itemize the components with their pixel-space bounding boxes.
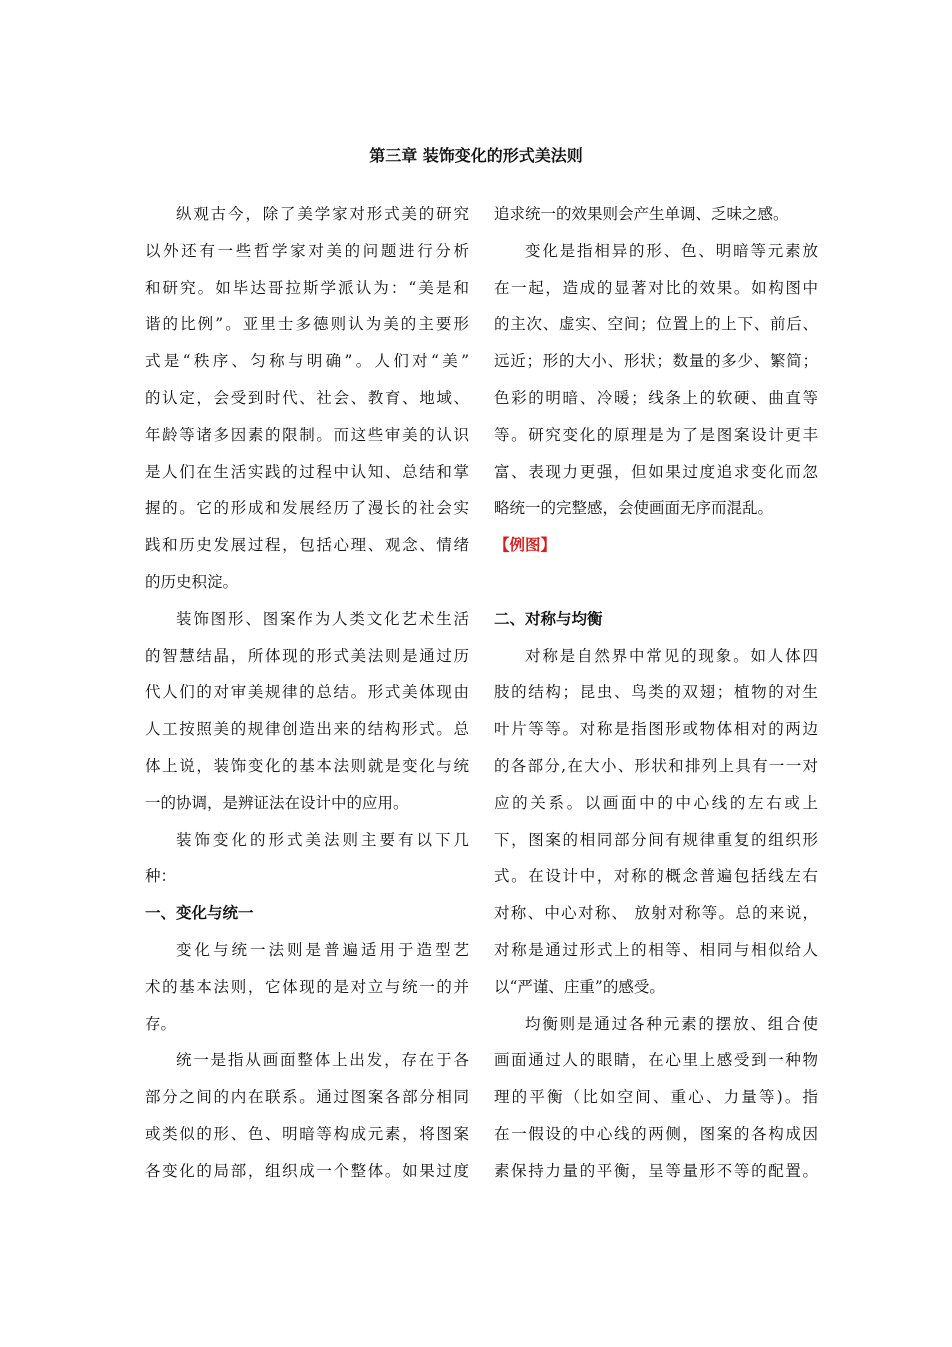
right-text-column <box>494 196 818 1190</box>
text-line: 叶片等等。对称是指图形或物体相对的两边 <box>494 720 818 739</box>
text-line: 装饰图形、图案作为人类文化艺术生活 <box>176 609 469 628</box>
text-line: 均衡则是通过各种元素的摆放、组合使 <box>525 1014 818 1033</box>
text-line: 对称、中心对称、 放射对称等。总的来说， <box>494 904 818 923</box>
text-line: 代人们的对审美规律的总结。形式美体现由 <box>145 683 469 702</box>
text-line: 理的平衡（比如空间、重心、力量等)。指 <box>494 1088 818 1107</box>
text-line: 素保持力量的平衡，呈等量形不等的配置。 <box>494 1161 818 1180</box>
text-line: 各变化的局部，组织成一个整体。如果过度 <box>145 1161 469 1180</box>
text-line: 追求统一的效果则会产生单调、乏味之感。 <box>494 205 789 223</box>
text-line: 种： <box>145 867 177 886</box>
text-line: 富、表现力更强，但如果过度追求变化而忽 <box>494 462 818 481</box>
text-line: 的各部分,在大小、形状和排列上具有一一对 <box>494 756 818 775</box>
blank-line <box>494 564 818 601</box>
section-heading: 二、对称与均衡 <box>494 609 603 628</box>
text-line: 变化与统一法则是普遍适用于造型艺 <box>176 940 469 959</box>
text-line: 的主次、虚实、空间；位置上的上下、前后、 <box>494 315 818 334</box>
text-line: 存。 <box>145 1014 177 1033</box>
text-line: 在一假设的中心线的两侧，图案的各构成因 <box>494 1124 818 1143</box>
text-line: 人工按照美的规律创造出来的结构形式。总 <box>145 720 469 739</box>
text-line: 的认定，会受到时代、社会、教育、地域、 <box>145 388 469 407</box>
text-line: 的历史积淀。 <box>145 572 239 591</box>
text-line: 式。在设计中，对称的概念普遍包括线左右 <box>494 867 818 886</box>
text-line: 践和历史发展过程，包括心理、观念、情绪 <box>145 536 469 555</box>
text-line: 以外还有一些哲学家对美的问题进行分析 <box>145 241 469 260</box>
text-line: 术的基本法则，它体现的是对立与统一的并 <box>145 977 469 996</box>
text-line: 年龄等诸多因素的限制。而这些审美的认识 <box>145 425 469 444</box>
text-line: 装饰变化的形式美法则主要有以下几 <box>176 830 469 849</box>
text-line: 的智慧结晶，所体现的形式美法则是通过历 <box>145 646 469 665</box>
text-line: 远近；形的大小、形状；数量的多少、繁简； <box>494 352 818 371</box>
text-line: 变化是指相异的形、色、明暗等元素放 <box>525 241 818 260</box>
section-heading: 一、变化与统一 <box>145 904 254 923</box>
left-text-column <box>145 196 469 1190</box>
text-line: 式是“秩序、匀称与明确”。人们对“美” <box>145 352 469 371</box>
text-line: 等。研究变化的原理是为了是图案设计更丰 <box>494 425 818 444</box>
text-line: 对称是自然界中常见的现象。如人体四 <box>525 646 818 665</box>
text-line: 色彩的明暗、冷暖；线条上的软硬、曲直等 <box>494 388 818 407</box>
text-line: 在一起，造成的显著对比的效果。如构图中 <box>494 278 818 297</box>
text-line: 或类似的形、色、明暗等构成元素，将图案 <box>145 1124 469 1143</box>
text-line: 下，图案的相同部分间有规律重复的组织形 <box>494 830 818 849</box>
text-line: 谐的比例”。亚里士多德则认为美的主要形 <box>145 315 469 334</box>
text-line: 以“严谨、庄重”的感受。 <box>494 977 665 996</box>
text-line: 握的。它的形成和发展经历了漫长的社会实 <box>145 499 469 518</box>
text-line: 应的关系。以画面中的中心线的左右或上 <box>494 793 818 812</box>
text-line: 对称是通过形式上的相等、相同与相似给人 <box>494 940 818 959</box>
text-line: 体上说，装饰变化的基本法则就是变化与统 <box>145 756 469 775</box>
text-line: 统一是指从画面整体上出发，存在于各 <box>176 1051 469 1070</box>
text-line: 肢的结构；昆虫、鸟类的双翅；植物的对生 <box>494 683 818 702</box>
text-line: 部分之间的内在联系。通过图案各部分相同 <box>145 1088 469 1107</box>
text-line: 画面通过人的眼睛，在心里上感受到一种物 <box>494 1051 818 1070</box>
text-line: 一的协调，是辨证法在设计中的应用。 <box>145 793 409 812</box>
text-line: 和研究。如毕达哥拉斯学派认为：“美是和 <box>145 278 469 297</box>
text-line: 纵观古今，除了美学家对形式美的研究 <box>176 205 469 223</box>
example-figure-label: 【例图】 <box>494 536 557 555</box>
chapter-title: 第三章 装饰变化的形式美法则 <box>369 146 583 165</box>
text-line: 略统一的完整感，会使画面无序而混乱。 <box>494 499 774 518</box>
text-line: 是人们在生活实践的过程中认知、总结和掌 <box>145 462 469 481</box>
